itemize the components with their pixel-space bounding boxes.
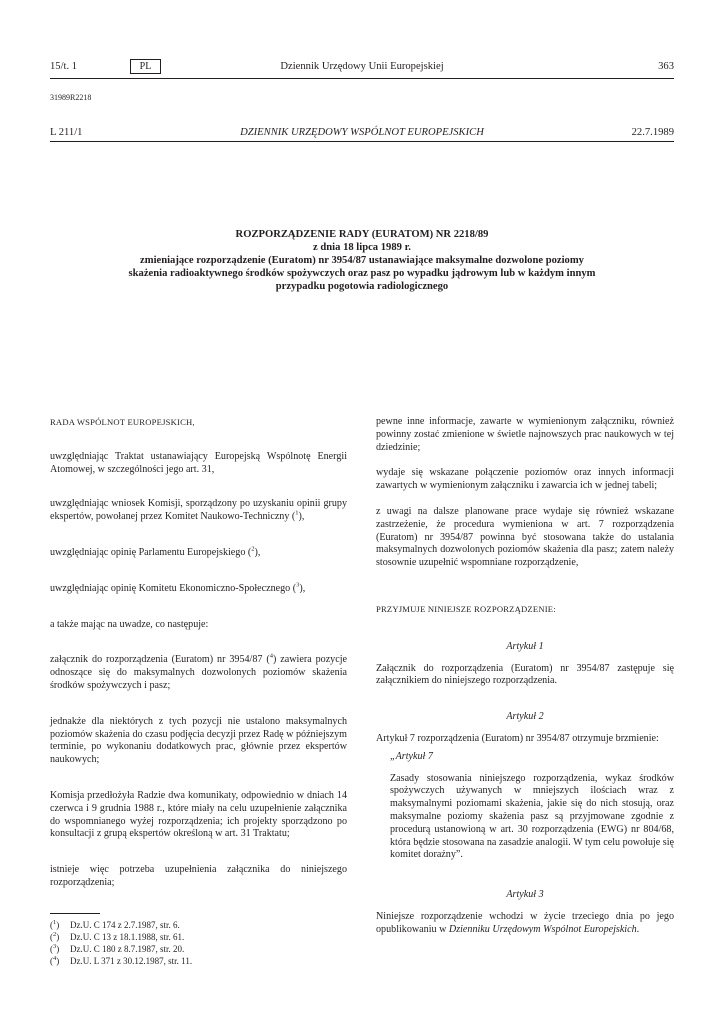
footnote: ($^2$) Dz.U. C 13 z 18.1.1988, str. 61.	[50, 931, 185, 942]
recital: Komisja przedłożyła Radzie dwa komunikaty, odpowiednio w dniach 14 czerwca i 9 grudnia 1988 r., które miały na celu uzupełnienie załącznika do wspomnianego wyżej rozporządzenia; ich projekty sporządzono po konsultacji z grupą ekspertów określoną w art. 31 Traktatu;	[50, 789, 347, 840]
recital: uwzględniając opinię Komitetu Ekonomiczno-Społecznego ($^3$),	[50, 581, 306, 594]
article-text: Załącznik do rozporządzenia (Euratom) nr 3954/87 zastępuje się załącznikiem do niniejszego rozporządzenia.	[376, 662, 674, 687]
council-heading: RADA WSPÓLNOT EUROPEJSKICH,	[50, 417, 195, 427]
recital: jednakże dla niektórych z tych pozycji nie ustalono maksymalnych poziomów skażenia do czasu podjęcia decyzji przez Radę w późniejszym terminie, po wykonaniu dodatkowych prac, głównie przez ekspertów naukowych;	[50, 715, 347, 766]
recital: uwzględniając wniosek Komisji, sporządzony po uzyskaniu opinii grupy ekspertów, powołanej przez Komitet Naukowo-Techniczny ($^1$),	[50, 498, 347, 523]
footnote-ref[interactable]: 3	[296, 581, 300, 589]
header-rule	[50, 78, 674, 79]
title-line: zmieniające rozporządzenie (Euratom) nr 3954/87 ustanawiające maksymalne dozwolone poziomy	[140, 255, 584, 266]
doc-header-rule	[50, 141, 674, 142]
article-heading: Artykuł 2	[506, 711, 544, 723]
edition-label: 15/t. 1	[50, 61, 78, 72]
footnote-ref[interactable]: 2	[251, 545, 255, 553]
left-column	[50, 416, 347, 890]
recital: a także mając na uwadze, co następuje:	[50, 618, 209, 630]
recital: uwzględniając opinię Parlamentu Europejskiego ($^2$),	[50, 545, 261, 558]
recital: pewne inne informacje, zawarte w wymienionym załączniku, również powinny zostać zmienione w świetle najnowszych prac naukowych w tej dziedzinie;	[376, 416, 674, 453]
recital: uwzględniając Traktat ustanawiający Europejską Wspólnotę Energii Atomowej, w szczególności jego art. 31,	[50, 450, 347, 475]
journal-title: Dziennik Urzędowy Unii Europejskiej	[280, 61, 444, 72]
right-column	[376, 416, 674, 937]
footnote-rule	[50, 913, 100, 914]
footnote-ref[interactable]: 1	[295, 509, 299, 517]
article-heading: Artykuł 3	[506, 889, 544, 901]
quoted-article-text: Zasady stosowania niniejszego rozporządzenia, wykaz środków spożywczych używanych w mniejszych ilościach wraz z maksymalnymi poziomami skażenia, jakie się do nich stosują, oraz maksymalne poziomy skażenia pasz są przyjmowane zgodnie z procedurą ustanowioną w art. 30 rozporządzenia (EWG) nr 804/68, która będzie stosowana na zasadzie analogii. W tym celu powołuje się komitet doraźny”.	[390, 772, 674, 861]
title-line: ROZPORZĄDZENIE RADY (EURATOM) NR 2218/89	[235, 229, 489, 240]
doc-ref: L 211/1	[50, 127, 83, 138]
regulation-title	[60, 228, 664, 293]
footnote-ref[interactable]: 4	[269, 653, 274, 661]
title-line: skażenia radioaktywnego środków spożywczych oraz pasz po wypadku jądrowym lub w każdym innym	[128, 268, 596, 279]
footnote: ($^1$) Dz.U. C 174 z 2.7.1987, str. 6.	[50, 919, 180, 930]
title-line: z dnia 18 lipca 1989 r.	[313, 242, 411, 253]
title-line: przypadku pogotowia radiologicznego	[275, 281, 449, 292]
article-text: Niniejsze rozporządzenie wchodzi w życie trzeciego dnia po jego opublikowaniu w Dzienniku Urzędowym Wspólnot Europejskich.	[376, 910, 674, 935]
footnote: ($^3$) Dz.U. C 180 z 8.7.1987, str. 20.	[50, 943, 185, 954]
article-text: Artykuł 7 rozporządzenia (Euratom) nr 3954/87 otrzymuje brzmienie:	[376, 732, 659, 744]
article-heading: Artykuł 1	[506, 640, 544, 652]
footnote: ($^4$) Dz.U. L 371 z 30.12.1987, str. 11.	[50, 955, 193, 966]
doc-date: 22.7.1989	[631, 127, 674, 138]
recital: z uwagi na dalsze planowane prace wydaje się również wskazane zastrzeżenie, że procedura wymieniona w art. 7 rozporządzenia (Euratom) nr 3954/87 powinna być stosowana także do ustalania maksymalnych dozwolonych poziomów skażenia dla pasz; zatem należy stosownie uzupełnić wspomniane rozporządzenie,	[376, 505, 674, 569]
recital: załącznik do rozporządzenia (Euratom) nr 3954/87 ($^4$) zawiera pozycje odnoszące się do maksymalnych dozwolonych poziomów skażenia środków spożywczych i pasz;	[50, 653, 347, 691]
recital: wydaje się wskazane połączenie poziomów oraz innych informacji zawartych w wymienionym załączniku i zawarcia ich w jednej tabeli;	[376, 467, 674, 492]
quoted-article-heading: „Artykuł 7	[390, 750, 433, 762]
language-badge: PL	[130, 59, 161, 74]
celex-number: 31989R2218	[50, 93, 92, 102]
doc-journal: DZIENNIK URZĘDOWY WSPÓLNOT EUROPEJSKICH	[240, 127, 484, 138]
page-number: 363	[658, 61, 674, 72]
adoption-formula: PRZYJMUJE NINIEJSZE ROZPORZĄDZENIE:	[376, 603, 556, 614]
recital: istnieje więc potrzeba uzupełnienia załącznika do niniejszego rozporządzenia;	[50, 864, 347, 888]
